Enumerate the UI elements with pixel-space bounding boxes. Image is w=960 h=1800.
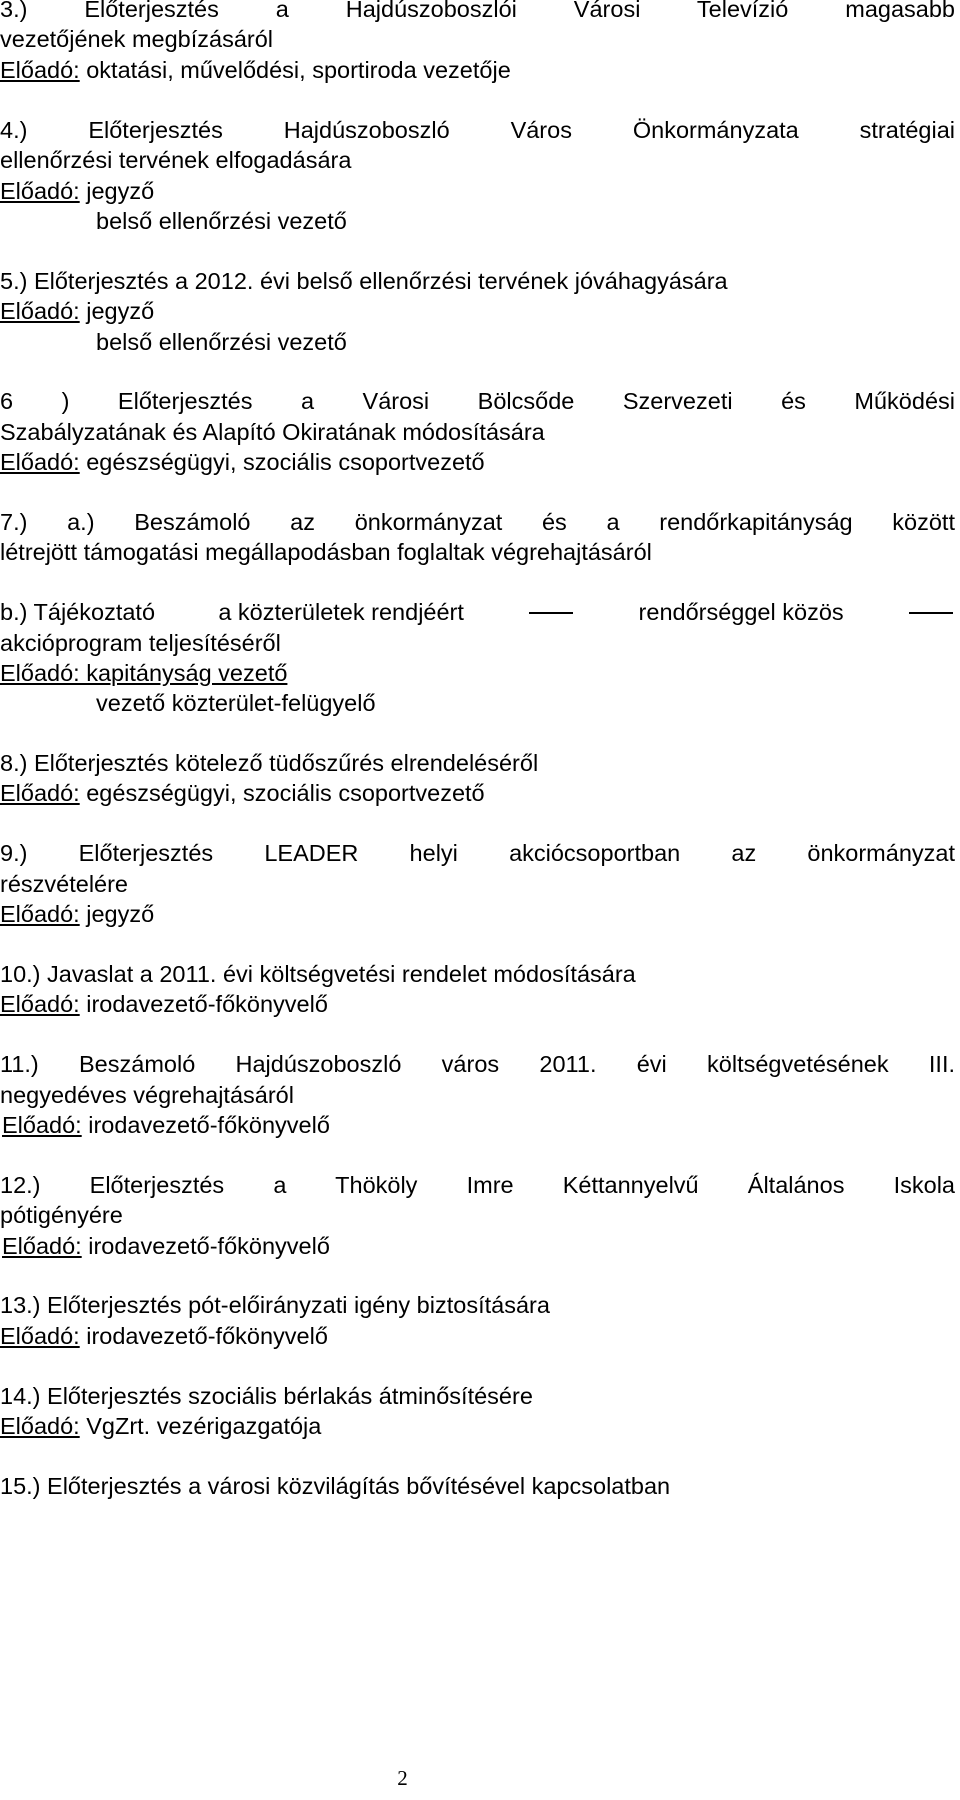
item-4-presenter-2: belső ellenőrzési vezető bbox=[96, 208, 347, 234]
item-5-title: 5.) Előterjesztés a 2012. évi belső ellenőrzési tervének jóváhagyására bbox=[0, 268, 728, 294]
item-13-title: 13.) Előterjesztés pót-előirányzati igény biztosítására bbox=[0, 1292, 550, 1318]
item-12-presenter bbox=[2, 1232, 957, 1261]
item-14-presenter bbox=[0, 1412, 955, 1441]
presenter-name: jegyző bbox=[79, 178, 155, 204]
item-10-presenter bbox=[0, 990, 955, 1019]
item-8-presenter bbox=[0, 779, 955, 808]
item-9-title-line-2: részvételére bbox=[0, 871, 128, 897]
item-9-presenter bbox=[0, 900, 955, 929]
presenter-name: irodavezető-főkönyvelő bbox=[81, 1233, 330, 1259]
item-13-presenter bbox=[0, 1322, 955, 1351]
presenter-label: Előadó: bbox=[2, 1112, 82, 1138]
item-4-title-line-2: ellenőrzési tervének elfogadására bbox=[0, 147, 352, 173]
item-5-presenter bbox=[0, 297, 955, 326]
item-15-title: 15.) Előterjesztés a városi közvilágítás bővítésével kapcsolatban bbox=[0, 1473, 671, 1499]
presenter-label: Előadó: bbox=[0, 57, 80, 83]
item-7b-title-line-2: akcióprogram teljesítéséről bbox=[0, 630, 281, 656]
item-4-presenter bbox=[0, 177, 955, 206]
item-8-title: 8.) Előterjesztés kötelező tüdőszűrés elrendeléséről bbox=[0, 750, 539, 776]
item-7a-title-line-1: 7.) a.) Beszámoló az önkormányzat és a rendőrkapitányság között bbox=[0, 509, 955, 535]
item-6-title-line-1: 6 ) Előterjesztés a Városi Bölcsőde Szervezeti és Működési bbox=[0, 388, 955, 414]
item-7b-presenter: Előadó: kapitányság vezető bbox=[0, 660, 288, 686]
presenter-name: irodavezető-főkönyvelő bbox=[81, 1112, 330, 1138]
item-4-title-line-1: 4.) Előterjesztés Hajdúszoboszló Város Önkormányzata stratégiai bbox=[0, 117, 955, 143]
item-7a-title-line-2: létrejött támogatási megállapodásban foglaltak végrehajtásáról bbox=[0, 539, 652, 565]
presenter-name: irodavezető-főkönyvelő bbox=[79, 991, 328, 1017]
presenter-label: Előadó: bbox=[0, 901, 80, 927]
presenter-label: Előadó: bbox=[0, 298, 80, 324]
item-12-title-line-1: 12.) Előterjesztés a Thököly Imre Kéttannyelvű Általános Iskola bbox=[0, 1172, 955, 1198]
item-6-title-line-2: Szabályzatának és Alapító Okiratának módosítására bbox=[0, 419, 545, 445]
item-5-presenter-2: belső ellenőrzési vezető bbox=[96, 329, 347, 355]
page-number: 2 bbox=[397, 1766, 408, 1790]
presenter-label: Előadó: bbox=[0, 1413, 80, 1439]
item-10-title: 10.) Javaslat a 2011. évi költségvetési rendelet módosítására bbox=[0, 961, 636, 987]
presenter-label: Előadó: bbox=[0, 780, 80, 806]
item-7b-presenter-2: vezető közterület-felügyelő bbox=[96, 690, 376, 716]
item-11-presenter bbox=[2, 1111, 957, 1140]
item-3-title-line-1: 3.) Előterjesztés a Hajdúszoboszlói Városi Televízió magasabb bbox=[0, 0, 955, 22]
item-6-presenter bbox=[0, 448, 955, 477]
item-14-title: 14.) Előterjesztés szociális bérlakás átminősítésére bbox=[0, 1383, 533, 1409]
presenter-name: VgZrt. vezérigazgatója bbox=[79, 1413, 322, 1439]
item-7b-part-3: rendőrséggel közös bbox=[638, 599, 844, 625]
item-3-presenter bbox=[0, 56, 955, 85]
item-12-title-line-2: pótigényére bbox=[0, 1202, 123, 1228]
presenter-name: jegyző bbox=[79, 298, 155, 324]
presenter-name: egészségügyi, szociális csoportvezető bbox=[79, 780, 485, 806]
item-7b-part-2: a közterületek rendjéért bbox=[218, 599, 464, 625]
item-11-title-line-1: 11.) Beszámoló Hajdúszoboszló város 2011. évi költségvetésének III. bbox=[0, 1051, 955, 1077]
presenter-label: Előadó: bbox=[2, 1233, 82, 1259]
presenter-label: Előadó: bbox=[0, 991, 80, 1017]
presenter-label: Előadó: bbox=[0, 1323, 80, 1349]
presenter-name: irodavezető-főkönyvelő bbox=[79, 1323, 328, 1349]
dash bbox=[909, 612, 953, 614]
presenter-name: jegyző bbox=[79, 901, 155, 927]
item-7b-title-line-1 bbox=[0, 598, 955, 627]
item-3-title-line-2: vezetőjének megbízásáról bbox=[0, 26, 274, 52]
presenter-label: Előadó: bbox=[0, 449, 80, 475]
presenter-name: oktatási, művelődési, sportiroda vezetője bbox=[79, 57, 511, 83]
dash bbox=[529, 612, 573, 614]
item-7b-part-1: b.) Tájékoztató bbox=[0, 599, 156, 625]
presenter-name: egészségügyi, szociális csoportvezető bbox=[79, 449, 485, 475]
item-9-title-line-1: 9.) Előterjesztés LEADER helyi akciócsoportban az önkormányzat bbox=[0, 840, 955, 866]
presenter-label: Előadó: bbox=[0, 178, 80, 204]
item-11-title-line-2: negyedéves végrehajtásáról bbox=[0, 1082, 294, 1108]
